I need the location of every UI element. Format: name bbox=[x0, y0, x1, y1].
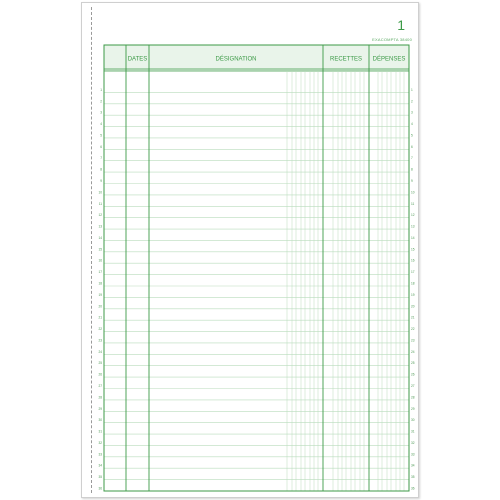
row-number-right: 32 bbox=[411, 440, 415, 445]
row-number-right: 23 bbox=[411, 338, 415, 343]
row-number-left: 27 bbox=[98, 384, 102, 388]
row-number-left: 19 bbox=[98, 292, 102, 297]
row-number-left: 33 bbox=[98, 452, 102, 457]
row-number-left: 26 bbox=[98, 372, 102, 377]
row-number-right: 13 bbox=[411, 224, 415, 229]
row-number-left: 34 bbox=[98, 463, 102, 468]
row-number-left: 7 bbox=[100, 156, 102, 161]
row-number-left: 10 bbox=[98, 190, 102, 195]
row-number-left: 18 bbox=[98, 281, 102, 286]
row-number-left: 28 bbox=[98, 395, 102, 400]
row-number-right: 20 bbox=[411, 304, 415, 309]
row-number-right: 2 bbox=[411, 99, 413, 104]
row-number-left: 29 bbox=[98, 406, 102, 411]
row-number-right: 31 bbox=[411, 429, 415, 434]
row-number-right: 6 bbox=[411, 144, 413, 149]
row-number-right: 4 bbox=[411, 122, 413, 127]
row-number-left: 36 bbox=[98, 486, 102, 491]
row-number-right: 9 bbox=[411, 179, 413, 183]
row-number-left: 8 bbox=[100, 167, 102, 172]
row-number-right: 27 bbox=[411, 384, 415, 388]
ledger-grid bbox=[82, 3, 420, 499]
ledger-frame bbox=[104, 45, 409, 491]
row-number-right: 36 bbox=[411, 486, 415, 491]
row-number-right: 28 bbox=[411, 395, 415, 400]
row-number-left: 14 bbox=[98, 235, 102, 240]
row-number-right: 25 bbox=[411, 361, 415, 366]
row-number-left: 1 bbox=[100, 87, 102, 92]
row-number-left: 6 bbox=[100, 144, 102, 149]
row-number-left: 13 bbox=[98, 224, 102, 229]
row-number-left: 24 bbox=[98, 349, 102, 354]
row-number-right: 29 bbox=[411, 406, 415, 411]
column-header-recettes: RECETTES bbox=[329, 56, 363, 63]
ledger-page bbox=[81, 2, 419, 498]
column-header-depenses: DÉPENSES bbox=[372, 56, 406, 63]
row-number-right: 7 bbox=[411, 156, 413, 161]
row-number-left: 30 bbox=[98, 418, 102, 423]
row-number-left: 35 bbox=[98, 475, 102, 480]
row-number-right: 30 bbox=[411, 418, 415, 423]
row-number-left: 11 bbox=[98, 201, 102, 206]
row-number-right: 26 bbox=[411, 372, 415, 377]
row-number-left: 23 bbox=[98, 338, 102, 343]
row-number-left: 3 bbox=[100, 110, 102, 115]
row-number-left: 12 bbox=[98, 213, 102, 218]
row-number-left: 21 bbox=[98, 315, 102, 320]
row-number-right: 11 bbox=[411, 201, 415, 206]
page-number: 1 bbox=[397, 17, 405, 33]
reference-code: EXACOMPTA 38400 bbox=[372, 37, 412, 42]
row-number-left: 16 bbox=[98, 258, 102, 263]
row-number-right: 14 bbox=[411, 235, 415, 240]
row-number-left: 4 bbox=[100, 122, 102, 127]
row-number-right: 34 bbox=[411, 463, 415, 468]
column-header-designation: DÉSIGNATION bbox=[215, 56, 257, 63]
row-number-left: 9 bbox=[100, 179, 102, 183]
row-number-right: 21 bbox=[411, 315, 415, 320]
column-header-dates: DATES bbox=[127, 56, 148, 63]
row-number-right: 18 bbox=[411, 281, 415, 286]
row-number-right: 5 bbox=[411, 133, 413, 138]
row-number-right: 1 bbox=[411, 87, 413, 92]
row-number-right: 35 bbox=[411, 475, 415, 480]
row-number-left: 15 bbox=[98, 247, 102, 252]
row-number-right: 22 bbox=[411, 327, 415, 332]
row-number-left: 5 bbox=[100, 133, 102, 138]
row-number-right: 3 bbox=[411, 110, 413, 115]
row-number-left: 31 bbox=[98, 429, 102, 434]
row-number-right: 10 bbox=[411, 190, 415, 195]
row-number-left: 2 bbox=[100, 99, 102, 104]
row-number-left: 25 bbox=[98, 361, 102, 366]
row-number-left: 32 bbox=[98, 440, 102, 445]
row-number-right: 8 bbox=[411, 167, 413, 172]
row-number-right: 17 bbox=[411, 270, 415, 275]
row-number-right: 19 bbox=[411, 292, 415, 297]
row-number-right: 16 bbox=[411, 258, 415, 263]
header-band bbox=[104, 45, 409, 71]
row-number-left: 22 bbox=[98, 327, 102, 332]
row-number-right: 24 bbox=[411, 349, 415, 354]
row-number-right: 33 bbox=[411, 452, 415, 457]
row-number-left: 20 bbox=[98, 304, 102, 309]
row-number-left: 17 bbox=[98, 270, 102, 275]
row-number-right: 15 bbox=[411, 247, 415, 252]
row-number-right: 12 bbox=[411, 213, 415, 218]
